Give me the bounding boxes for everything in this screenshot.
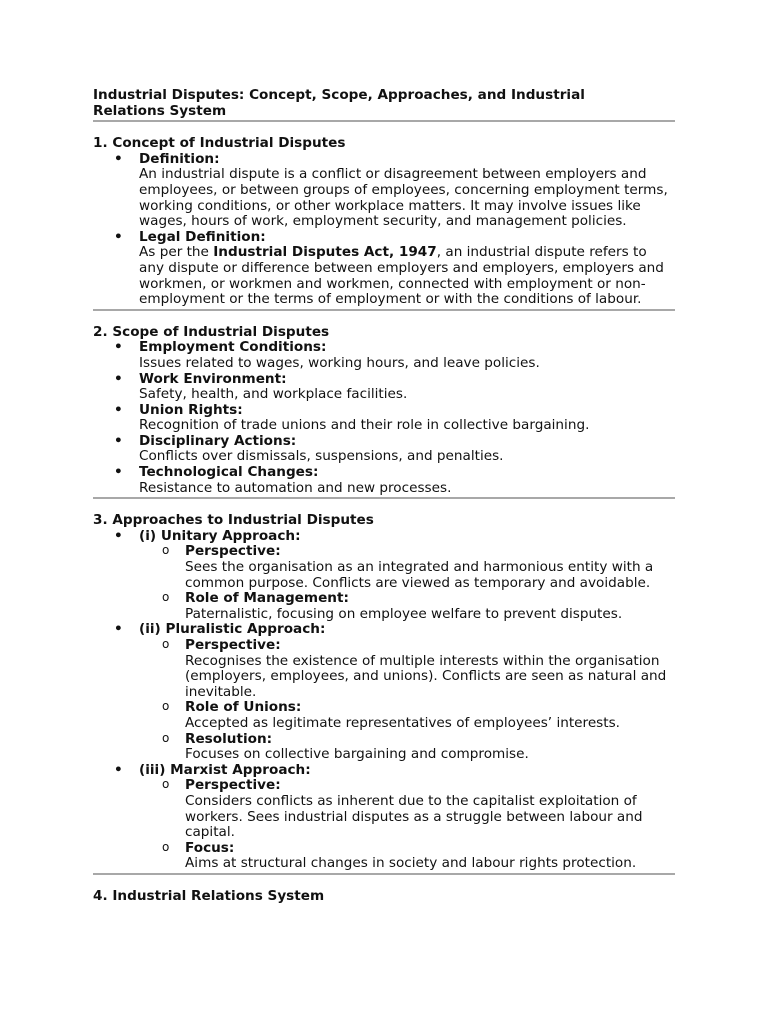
approach-title: • (iii) Marxist Approach: [139,761,311,778]
item-title: o Resolution: [185,730,273,747]
bullet-list [93,340,675,496]
section-heading: 3. Approaches to Industrial Disputes [93,512,374,529]
list-item [93,230,675,308]
item-text: Aims at structural changes in society and labour rights protection. [185,855,637,872]
section-divider [93,873,675,875]
bullet-list [93,529,675,872]
section-heading: 2. Scope of Industrial Disputes [93,323,330,340]
list-item [93,763,675,872]
item-title: • Disciplinary Actions: [139,432,297,449]
item-text [139,245,675,307]
item-title: • Employment Conditions: [139,339,327,356]
section-divider [93,120,675,122]
approach-title: • (i) Unitary Approach: [139,527,301,544]
item-title: o Perspective: [185,777,281,794]
item-title: o Perspective: [185,637,281,653]
item-text: Paternalistic, focusing on employee welfare to prevent disputes. [185,605,623,622]
sub-list-item [139,544,675,591]
section-heading: 1. Concept of Industrial Disputes [93,135,346,152]
item-title: • Union Rights: [139,401,243,418]
item-title: o Role of Management: [185,590,349,607]
section-scope [93,325,675,497]
sub-list-item [139,841,675,872]
bullet-list [93,152,675,308]
section-divider [93,497,675,499]
list-item [93,434,675,465]
list-item [93,622,675,762]
list-item [93,465,675,496]
item-title: o Role of Unions: [185,699,302,716]
act-name: Industrial Disputes Act, 1947 [213,244,437,261]
sub-bullet-list [139,778,675,872]
sub-list-item [139,778,675,840]
sub-list-item [139,638,675,700]
section-divider [93,309,675,311]
section-approaches [93,513,675,872]
item-title: • Legal Definition: [139,228,266,245]
sub-bullet-list [139,544,675,622]
document-page [93,88,675,905]
item-text: Considers conflicts as inherent due to the capitalist exploitation of workers. Sees industrial disputes as a struggle between labour and capital. [185,792,643,841]
item-text: Sees the organisation as an integrated and harmonious entity with a common purpose. Conflicts are viewed as temporary and avoidable. [185,559,654,591]
item-title: o Focus: [185,839,235,856]
item-text: Recognition of trade unions and their role in collective bargaining. [139,417,590,434]
list-item [93,340,675,371]
list-item [93,152,675,230]
section-concept [93,136,675,308]
section-ir-system [93,889,675,905]
item-title: o Perspective: [185,543,281,560]
item-title: • Technological Changes: [139,464,319,481]
list-item [93,403,675,434]
item-text: Recognises the existence of multiple interests within the organisation (employers, employees, and unions). Conflicts are seen as natural and inevitable. [185,652,667,700]
sub-bullet-list [139,638,675,763]
text-after: , an industrial dispute refers to any dispute or difference between employers and employers, employers and workmen, or workmen and workmen, connected with employment or non-employment or the terms of employment or with the conditions of labour. [139,244,664,308]
item-text: Accepted as legitimate representatives of employees’ interests. [185,714,620,731]
item-text: Resistance to automation and new processes. [139,479,452,496]
sub-list-item [139,732,675,763]
list-item [93,529,675,623]
item-text: An industrial dispute is a conflict or disagreement between employers and employees, or between groups of employees, concerning employment terms, working conditions, or other workplace matters. It may involve issues like wages, hours of work, employment security, and management policies. [139,166,668,230]
list-item [93,372,675,403]
item-text: Focuses on collective bargaining and compromise. [185,746,529,763]
item-text: Safety, health, and workplace facilities. [139,386,408,403]
item-title: • Work Environment: [139,370,287,387]
section-heading: 4. Industrial Relations System [93,887,325,904]
text-before: As per the [139,244,214,261]
approach-title: • (ii) Pluralistic Approach: [139,621,326,638]
item-title: • Definition: [139,150,220,167]
document-title: Industrial Disputes: Concept, Scope, Approaches, and Industrial Relations System [93,87,585,119]
sub-list-item [139,591,675,622]
sub-list-item [139,700,675,731]
item-text: Conflicts over dismissals, suspensions, and penalties. [139,448,504,465]
item-text: Issues related to wages, working hours, and leave policies. [139,354,540,371]
